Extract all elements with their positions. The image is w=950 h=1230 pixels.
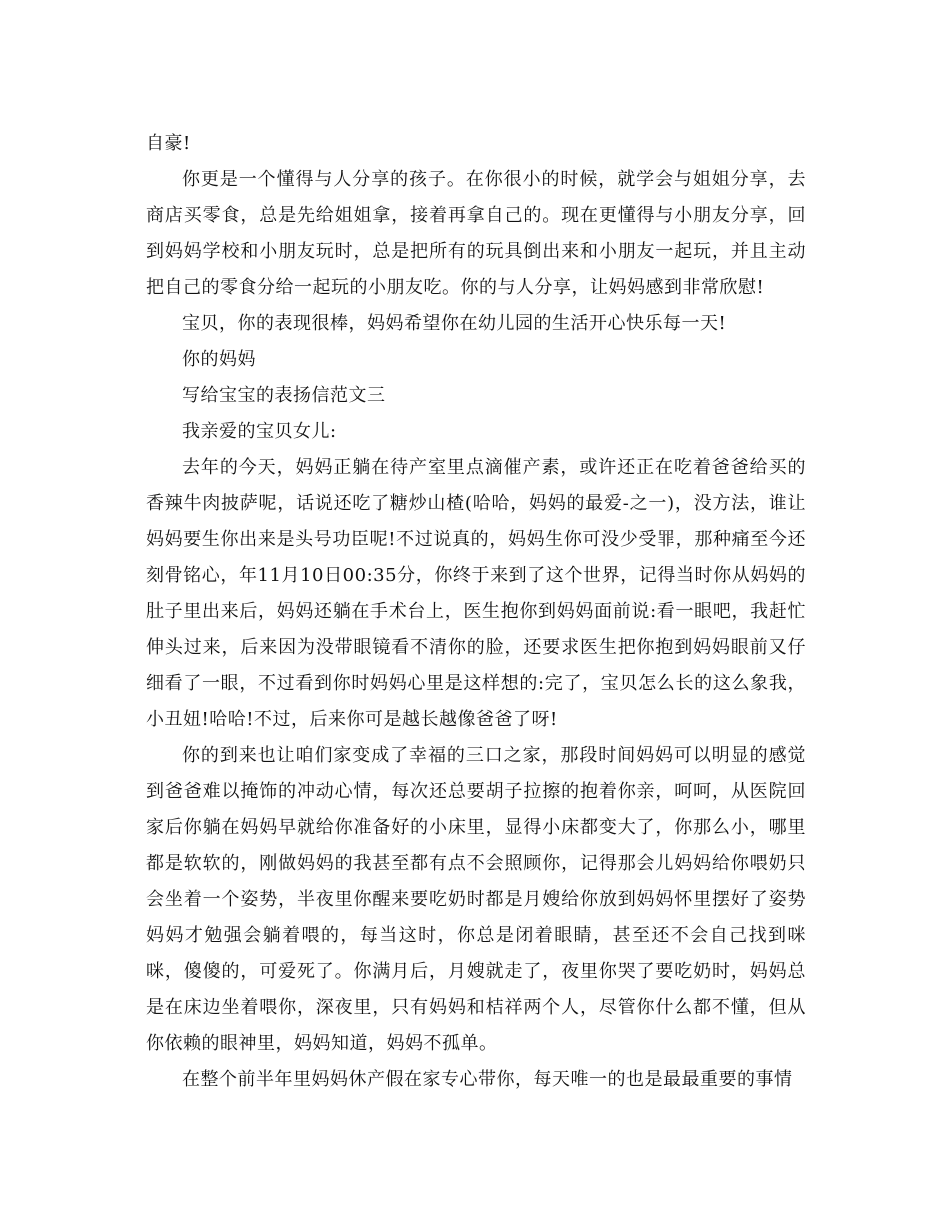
document-body [146,126,806,1098]
paragraph-family: 你的到来也让咱们家变成了幸福的三口之家，那段时间妈妈可以明显的感觉到爸爸难以掩饰的冲动心情，每次还总要胡子拉擦的抱着你亲，呵呵，从医院回家后你躺在妈妈早就给你准备好的小床里，显得小床都变大了，你那么小，哪里都是软软的，刚做妈妈的我甚至都有点不会照顾你，记得那会儿妈妈给你喂奶只会坐着一个姿势，半夜里你醒来要吃奶时都是月嫂给你放到妈妈怀里摆好了姿势妈妈才勉强会躺着喂的，每当这时，你总是闭着眼睛，甚至还不会自己找到咪咪，傻傻的，可爱死了。你满月后，月嫂就走了，夜里你哭了要吃奶时，妈妈总是在床边坐着喂你，深夜里，只有妈妈和桔祥两个人，尽管你什么都不懂，但从你依赖的眼神里，妈妈知道，妈妈不孤单。 [146,745,806,1054]
paragraph-closing-fragment: 自豪! [146,133,191,154]
signature-line: 你的妈妈 [182,349,256,370]
paragraph-birth-story: 去年的今天，妈妈正躺在待产室里点滴催产素，或许还正在吃着爸爸给买的香辣牛肉披萨呢，话说还吃了糖炒山楂(哈哈，妈妈的最爱-之一)，没方法，谁让妈妈要生你出来是头号功臣呢!不过说真的，妈妈生你可没少受罪，那种痛至今还刻骨铭心，年11月10日00:35分，你终于来到了这个世界，记得当时你从妈妈的肚子里出来后，妈妈还躺在手术台上，医生抱你到妈妈面前说:看一眼吧，我赶忙伸头过来，后来因为没带眼镜看不清你的脸，还要求医生把你抱到妈妈眼前又仔细看了一眼，不过看到你时妈妈心里是这样想的:完了，宝贝怎么长的这么象我，小丑妞!哈哈!不过，后来你可是越长越像爸爸了呀! [146,457,806,730]
paragraph-maternity-leave: 在整个前半年里妈妈休产假在家专心带你，每天唯一的也是最最重要的事情 [182,1069,793,1090]
salutation: 我亲爱的宝贝女儿: [182,421,337,442]
paragraph-wish: 宝贝，你的表现很棒，妈妈希望你在幼儿园的生活开心快乐每一天! [182,313,727,334]
paragraph-sharing: 你更是一个懂得与人分享的孩子。在你很小的时候，就学会与姐姐分享，去商店买零食，总是先给姐姐拿，接着再拿自己的。现在更懂得与小朋友分享，回到妈妈学校和小朋友玩时，总是把所有的玩具倒出来和小朋友一起玩，并且主动把自己的零食分给一起玩的小朋友吃。你的与人分享，让妈妈感到非常欣慰! [146,169,806,298]
section-heading: 写给宝宝的表扬信范文三 [182,385,386,406]
